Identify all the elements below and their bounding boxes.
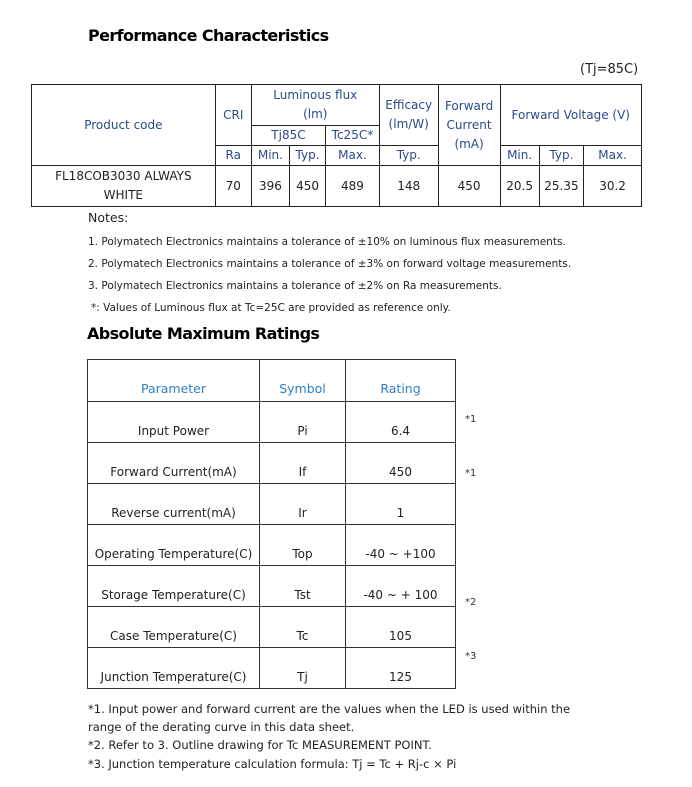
footnote-mark: *2 bbox=[465, 597, 477, 608]
header-tc25c: Tc25C* bbox=[326, 126, 380, 146]
test-condition: (Tj=85C) bbox=[580, 62, 639, 77]
cell-flux-typ: 450 bbox=[290, 166, 326, 207]
cell-parameter: Junction Temperature(C) bbox=[88, 648, 260, 689]
header-product-code: Product code bbox=[32, 85, 216, 166]
performance-title: Performance Characteristics bbox=[88, 26, 329, 45]
cell-symbol: Tst bbox=[260, 566, 346, 607]
table-row bbox=[88, 484, 456, 525]
header-cri: CRI bbox=[215, 85, 251, 146]
cell-symbol: Tj bbox=[260, 648, 346, 689]
table-row bbox=[88, 607, 456, 648]
footnote-mark: *1 bbox=[465, 468, 477, 479]
note-item: *: Values of Luminous flux at Tc=25C are provided as reference only. bbox=[91, 302, 451, 314]
cell-forward-current: 450 bbox=[438, 166, 500, 207]
cell-flux-max: 489 bbox=[326, 166, 380, 207]
header-vf-min: Min. bbox=[500, 146, 539, 166]
table-row bbox=[32, 166, 642, 207]
header-vf-max: Max. bbox=[584, 146, 642, 166]
table-row bbox=[88, 525, 456, 566]
cell-rating: 1 bbox=[346, 484, 456, 525]
cell-rating: -40 ~ + 100 bbox=[346, 566, 456, 607]
footnote-line: *2. Refer to 3. Outline drawing for Tc MEASUREMENT POINT. bbox=[88, 738, 432, 752]
cell-symbol: If bbox=[260, 443, 346, 484]
performance-table bbox=[31, 84, 642, 207]
header-parameter: Parameter bbox=[88, 360, 260, 402]
footnote-line: *1. Input power and forward current are the values when the LED is used within the bbox=[88, 702, 571, 716]
cell-flux-min: 396 bbox=[251, 166, 289, 207]
header-forward-current: Forward Current (mA) bbox=[438, 85, 500, 166]
cell-vf-typ: 25.35 bbox=[539, 166, 583, 207]
cell-efficacy: 148 bbox=[379, 166, 438, 207]
header-vf-typ: Typ. bbox=[539, 146, 583, 166]
header-rating: Rating bbox=[346, 360, 456, 402]
header-ra: Ra bbox=[215, 146, 251, 166]
cell-parameter: Storage Temperature(C) bbox=[88, 566, 260, 607]
table-row bbox=[88, 566, 456, 607]
cell-parameter: Reverse current(mA) bbox=[88, 484, 260, 525]
note-item: 3. Polymatech Electronics maintains a tolerance of ±2% on Ra measurements. bbox=[88, 280, 502, 292]
header-flux-min: Min. bbox=[251, 146, 289, 166]
cell-product-code: FL18COB3030 ALWAYS WHITE bbox=[32, 166, 216, 207]
cell-parameter: Forward Current(mA) bbox=[88, 443, 260, 484]
header-luminous-flux: Luminous flux (lm) bbox=[251, 85, 379, 126]
note-item: 1. Polymatech Electronics maintains a tolerance of ±10% on luminous flux measurements. bbox=[88, 236, 566, 248]
cell-parameter: Case Temperature(C) bbox=[88, 607, 260, 648]
cell-symbol: Tc bbox=[260, 607, 346, 648]
header-efficacy: Efficacy (lm/W) bbox=[379, 85, 438, 146]
header-tj85c: Tj85C bbox=[251, 126, 325, 146]
cell-vf-max: 30.2 bbox=[584, 166, 642, 207]
notes-label: Notes: bbox=[88, 210, 129, 225]
footnote-mark: *3 bbox=[465, 651, 477, 662]
cell-symbol: Pi bbox=[260, 402, 346, 443]
note-item: 2. Polymatech Electronics maintains a tolerance of ±3% on forward voltage measurements. bbox=[88, 258, 572, 270]
cell-vf-min: 20.5 bbox=[500, 166, 539, 207]
cell-rating: 6.4 bbox=[346, 402, 456, 443]
cell-symbol: Top bbox=[260, 525, 346, 566]
cell-parameter: Operating Temperature(C) bbox=[88, 525, 260, 566]
header-forward-voltage: Forward Voltage (V) bbox=[500, 85, 641, 146]
cell-ra: 70 bbox=[215, 166, 251, 207]
header-efficacy-typ: Typ. bbox=[379, 146, 438, 166]
cell-rating: 450 bbox=[346, 443, 456, 484]
cell-rating: -40 ~ +100 bbox=[346, 525, 456, 566]
cell-rating: 105 bbox=[346, 607, 456, 648]
cell-parameter: Input Power bbox=[88, 402, 260, 443]
cell-symbol: Ir bbox=[260, 484, 346, 525]
footnote-mark: *1 bbox=[465, 414, 477, 425]
table-row bbox=[88, 648, 456, 689]
absolute-max-title: Absolute Maximum Ratings bbox=[87, 324, 320, 343]
table-row bbox=[88, 443, 456, 484]
footnote-line: range of the derating curve in this data sheet. bbox=[88, 720, 355, 734]
cell-rating: 125 bbox=[346, 648, 456, 689]
table-row bbox=[88, 402, 456, 443]
footnote-line: *3. Junction temperature calculation formula: Tj = Tc + Rj-c × Pi bbox=[88, 757, 457, 771]
header-flux-typ: Typ. bbox=[290, 146, 326, 166]
header-symbol: Symbol bbox=[260, 360, 346, 402]
header-flux-max: Max. bbox=[326, 146, 380, 166]
absolute-max-table bbox=[87, 359, 456, 689]
